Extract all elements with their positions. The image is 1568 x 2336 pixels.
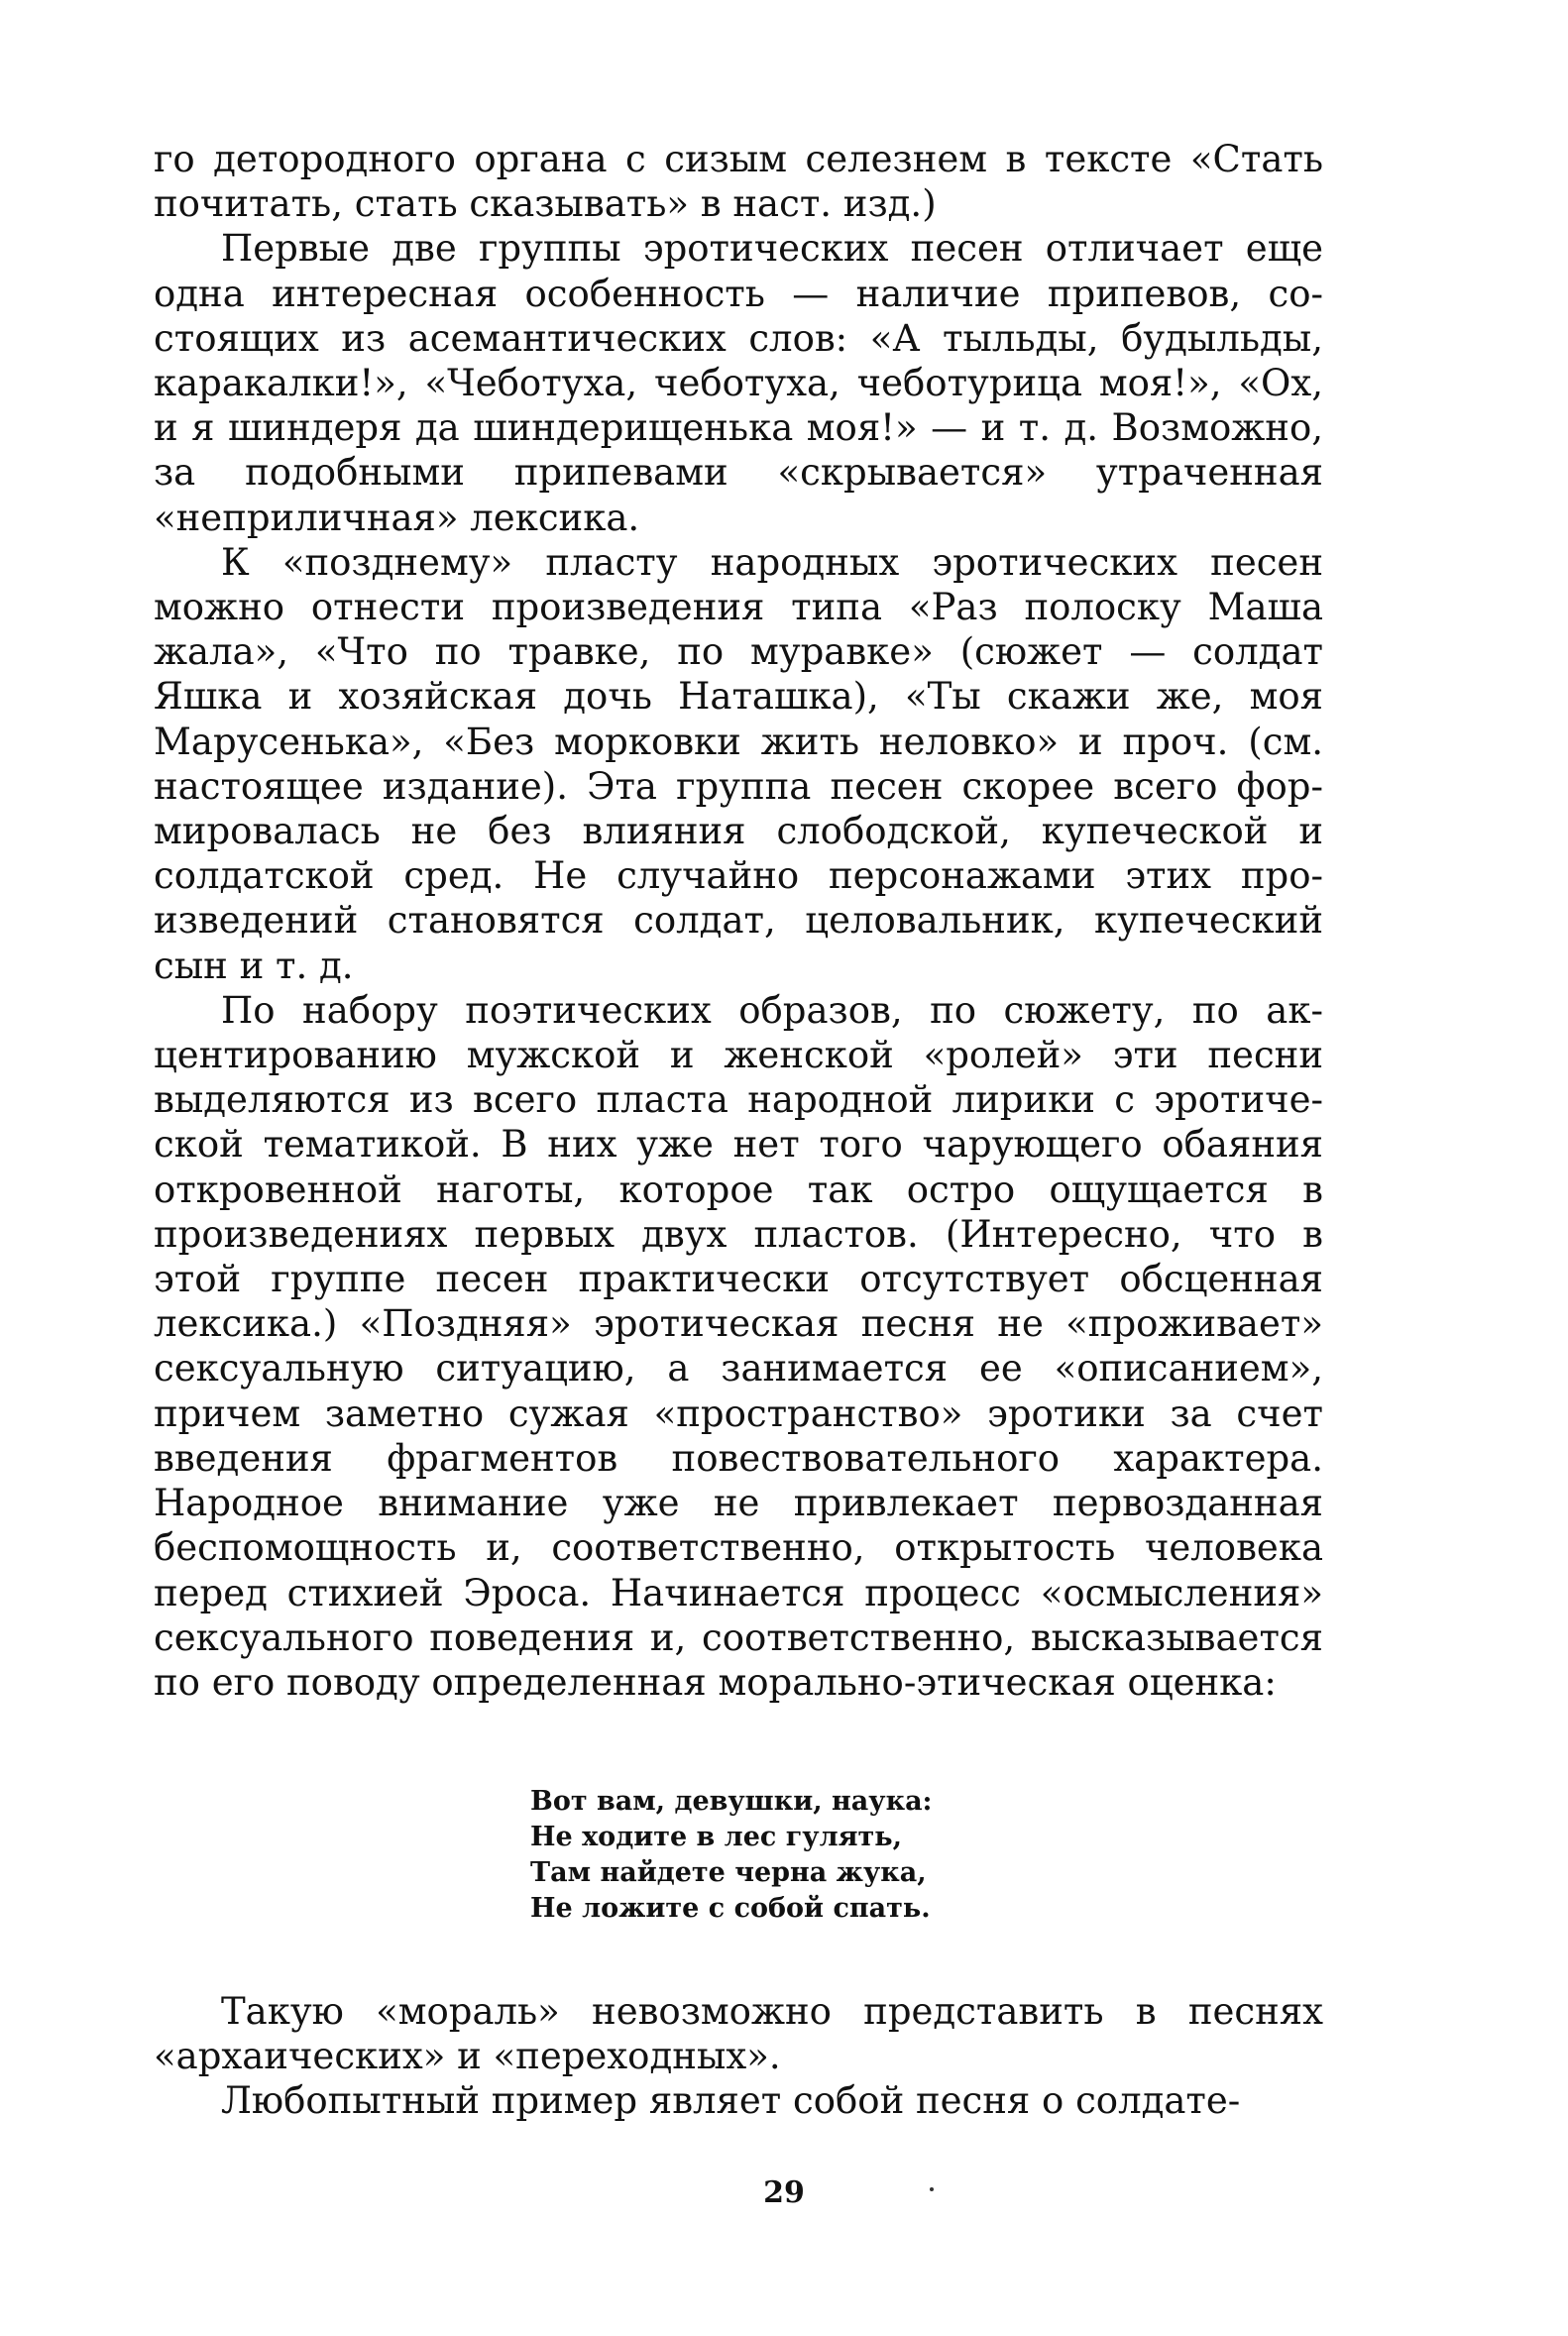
verse-line: Там найдете черна жука, (530, 1857, 927, 1888)
paragraph-late-layer: К «позднему» пласту народных эротических песен можно отнести произведения типа «Раз полоску Маша жала», «Что по травке, по муравке» (сюжет — солдат Яшка и хозяйская дочь Наташка), «Ты скажи же, моя Марусенька», «Без морковки жить неловко» и проч. (см. настоящее издание). Эта группа песен скорее всего формировалась не без влияния слободской, купеческой и солдатской сред. Не случайно персонажами этих произведений становятся солдат, целовальник, купеческий сын и т. д. (154, 540, 1323, 987)
paragraph-moral: Такую «мораль» невозможно представить в песнях «архаических» и «переходных». (154, 1990, 1323, 2078)
paragraph-continuation: го детородного органа с сизым селезнем в тексте «Стать почитать, стать сказывать» в наст. изд.) (154, 138, 1323, 226)
verse-line: Не ходите в лес гулять, (530, 1822, 903, 1852)
paragraph-poetic-images: По набору поэтических образов, по сюжету, по акцентированию мужской и женской «ролей» эти песни выделяются из всего пласта народной лирики с эротической тематикой. В них уже нет того чарующего обаяния откровенной наготы, которое так остро ощущается в произведениях первых двух пластов. (Интересно, что в этой группе песен практически отсутствует обсценная лексика.) «Поздняя» эротическая песня не «проживает» сексуальную ситуацию, а занимается ее «описанием», причем заметно сужая «пространство» эротики за счет введения фрагментов повествовательного характера. Народное внимание уже не привлекает первозданная беспомощность и, соответственно, открытость человека перед стихией Эроса. Начинается процесс «осмысления» сексуального поведения и, соответственно, высказывается по его поводу определенная морально-этическая оценка: (154, 988, 1323, 1704)
verse-line: Вот вам, девушки, наука: (530, 1786, 933, 1817)
verse-line: Не ложите с собой спать. (530, 1893, 931, 1924)
closing-text (154, 1989, 1323, 2124)
page-number: 29 (763, 2175, 805, 2210)
paragraph-refrains: Первые две группы эротических песен отличает еще одна интересная особенность — наличие припевов, состоящих из асемантических слов: «А тыльды, будыльды, каракалки!», «Чеботуха, чеботуха, чеботурица моя!», «Ох, и я шиндеря да шиндерищенька моя!» — и т. д. Возможно, за подобными припевами «скрывается» утраченная «неприличная» лексика. (154, 227, 1323, 539)
main-text (154, 137, 1323, 1705)
print-speck (930, 2187, 934, 2191)
verse-quote (530, 1784, 933, 1927)
paragraph-example: Любопытный пример являет собой песня о солдате- (221, 2079, 1241, 2123)
